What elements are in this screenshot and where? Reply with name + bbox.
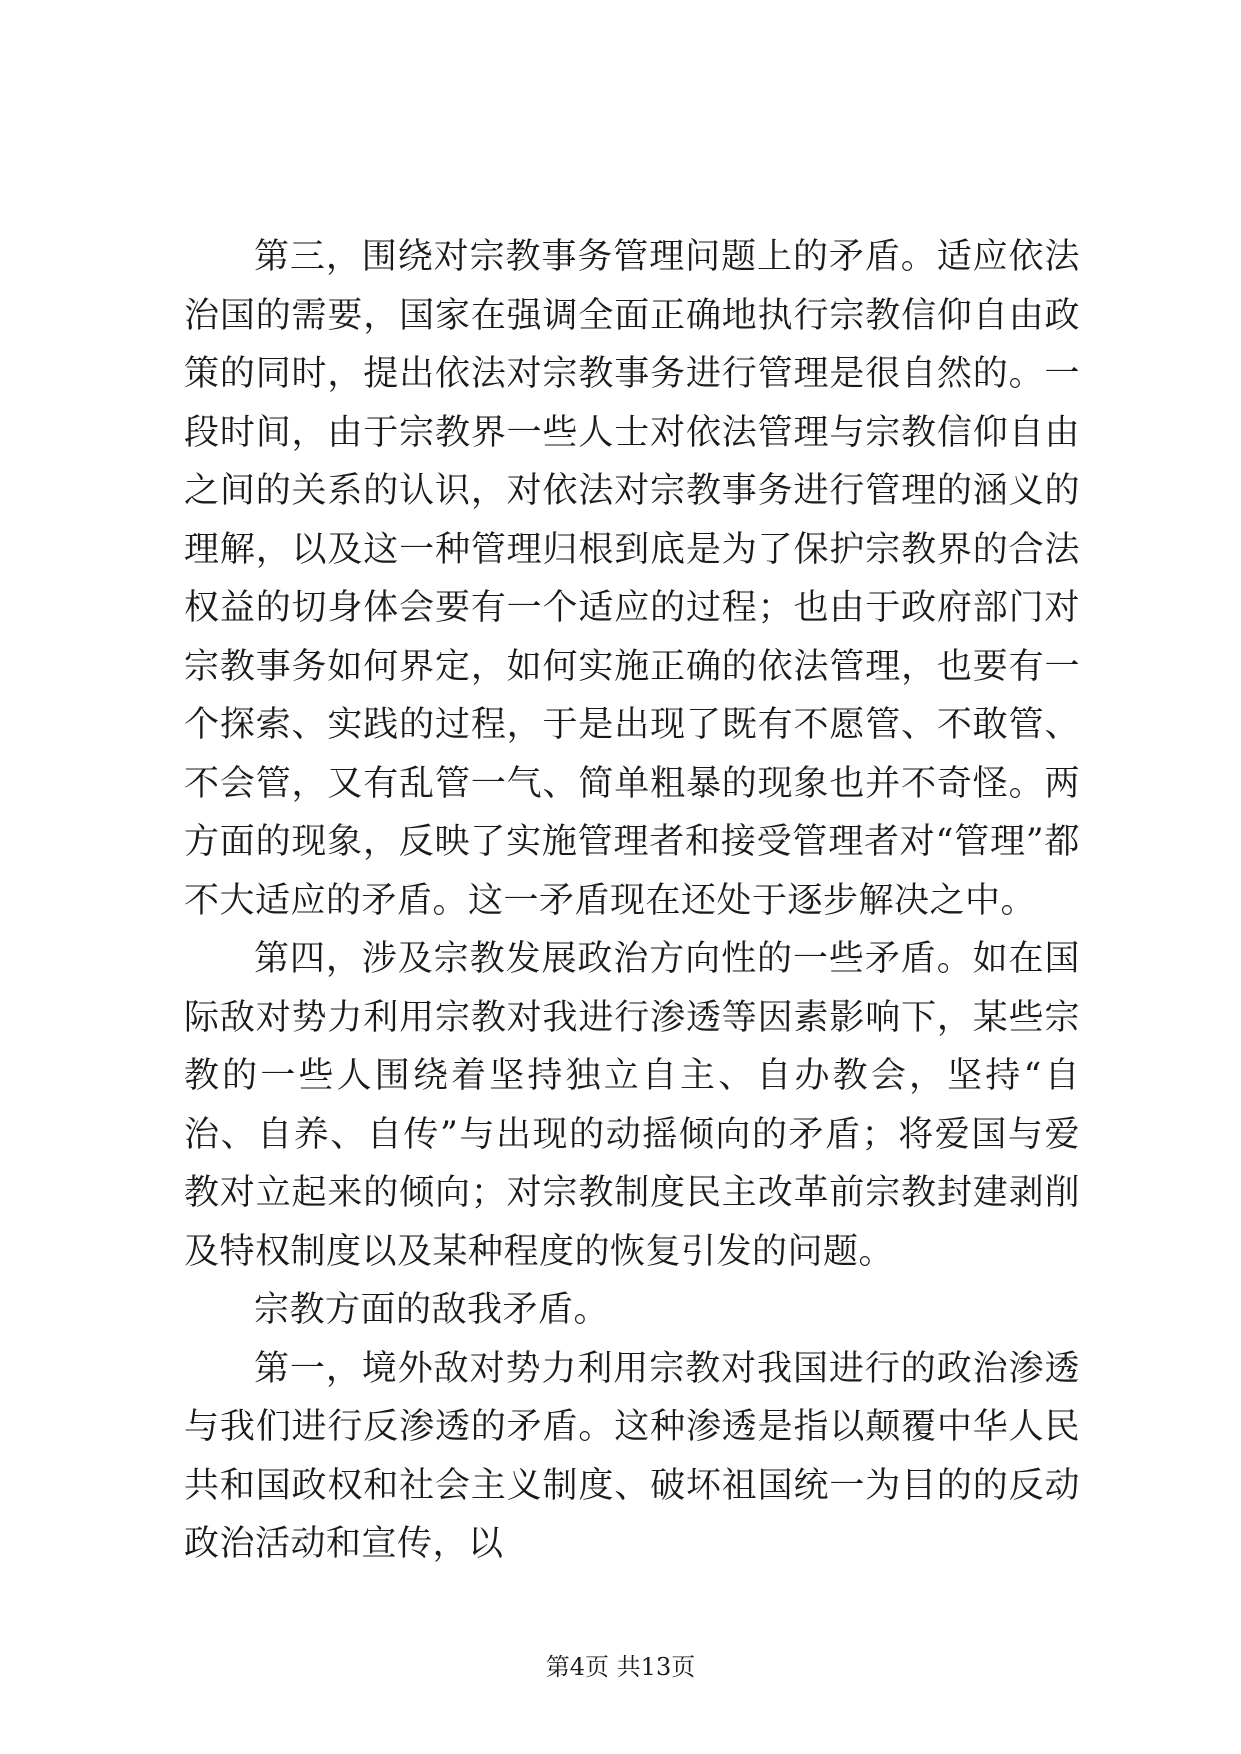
paragraph-first: 第一，境外敌对势力利用宗教对我国进行的政治渗透与我们进行反渗透的矛盾。这种渗透是指以颠覆中华人民共和国政权和社会主义制度、破坏祖国统一为目的的反动政治活动和宣传，以	[184, 1348, 1080, 1564]
section-heading: 宗教方面的敌我矛盾。	[254, 1290, 610, 1330]
paragraph-4: 第四，涉及宗教发展政治方向性的一些矛盾。如在国际敌对势力利用宗教对我进行渗透等因素影响下，某些宗教的一些人围绕着坚持独立自主、自办教会，坚持“自治、自养、自传”与出现的动摇倾向的矛盾；将爱国与爱教对立起来的倾向；对宗教制度民主改革前宗教封建剥削及特权制度以及某种程度的恢复引发的问题。	[184, 939, 1080, 1272]
page-footer: 第4页 共13页	[545, 1653, 696, 1681]
paragraph-3: 第三，围绕对宗教事务管理问题上的矛盾。适应依法治国的需要，国家在强调全面正确地执行宗教信仰自由政策的同时，提出依法对宗教事务进行管理是很自然的。一段时间，由于宗教界一些人士对依法管理与宗教信仰自由之间的关系的认识，对依法对宗教事务进行管理的涵义的理解，以及这一种管理归根到底是为了保护宗教界的合法权益的切身体会要有一个适应的过程；也由于政府部门对宗教事务如何界定，如何实施正确的依法管理，也要有一个探索、实践的过程，于是出现了既有不愿管、不敢管、不会管，又有乱管一气、简单粗暴的现象也并不奇怪。两方面的现象，反映了实施管理者和接受管理者对“管理”都不大适应的矛盾。这一矛盾现在还处于逐步解决之中。	[184, 237, 1080, 921]
document-body	[184, 228, 1080, 1574]
